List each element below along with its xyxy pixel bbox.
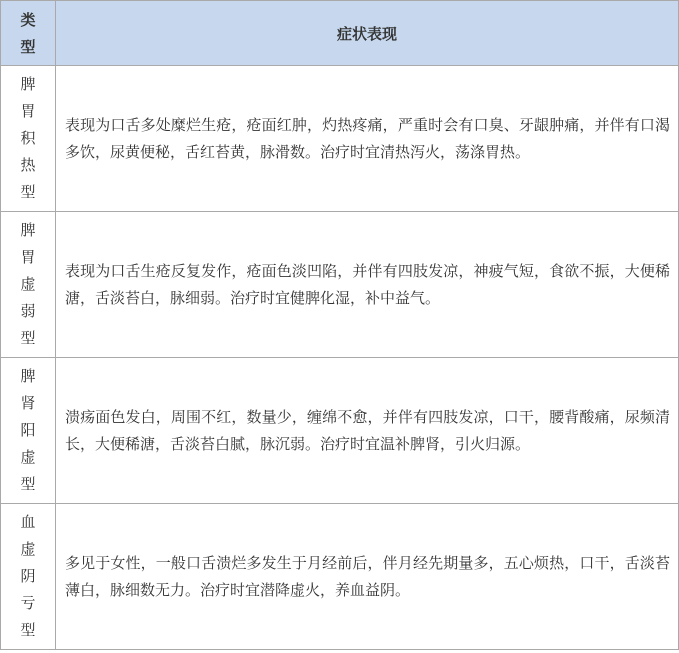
header-type-label: 类 型	[20, 11, 36, 56]
symptoms-cell: 表现为口舌生疮反复发作，疮面色淡凹陷，并伴有四肢发凉，神疲气短，食欲不振，大便稀溏，舌淡苔白，脉细弱。治疗时宜健脾化湿，补中益气。	[56, 212, 679, 358]
header-symptoms: 症状表现	[56, 1, 679, 66]
symptoms-cell: 表现为口舌多处糜烂生疮，疮面红肿，灼热疼痛，严重时会有口臭、牙龈肿痛，并伴有口渴多饮，尿黄便秘，舌红苔黄，脉滑数。治疗时宜清热泻火，荡涤胃热。	[56, 66, 679, 212]
type-cell	[1, 358, 56, 504]
table-row	[1, 66, 679, 212]
type-label: 脾 胃 虚 弱 型	[20, 221, 36, 347]
table-row	[1, 504, 679, 650]
type-cell	[1, 66, 56, 212]
symptoms-cell: 溃疡面色发白，周围不红，数量少，缠绵不愈，并伴有四肢发凉，口干，腰背酸痛，尿频清长，大便稀溏，舌淡苔白腻，脉沉弱。治疗时宜温补脾肾，引火归源。	[56, 358, 679, 504]
table-row	[1, 358, 679, 504]
type-cell	[1, 504, 56, 650]
type-label: 血 虚 阴 亏 型	[20, 513, 36, 639]
type-label: 脾 胃 积 热 型	[20, 75, 36, 201]
type-label: 脾 肾 阳 虚 型	[20, 367, 36, 493]
symptoms-cell: 多见于女性，一般口舌溃烂多发生于月经前后，伴月经先期量多，五心烦热，口干，舌淡苔薄白，脉细数无力。治疗时宜潜降虚火，养血益阴。	[56, 504, 679, 650]
header-type	[1, 1, 56, 66]
table-row	[1, 212, 679, 358]
type-cell	[1, 212, 56, 358]
table-header-row	[1, 1, 679, 66]
